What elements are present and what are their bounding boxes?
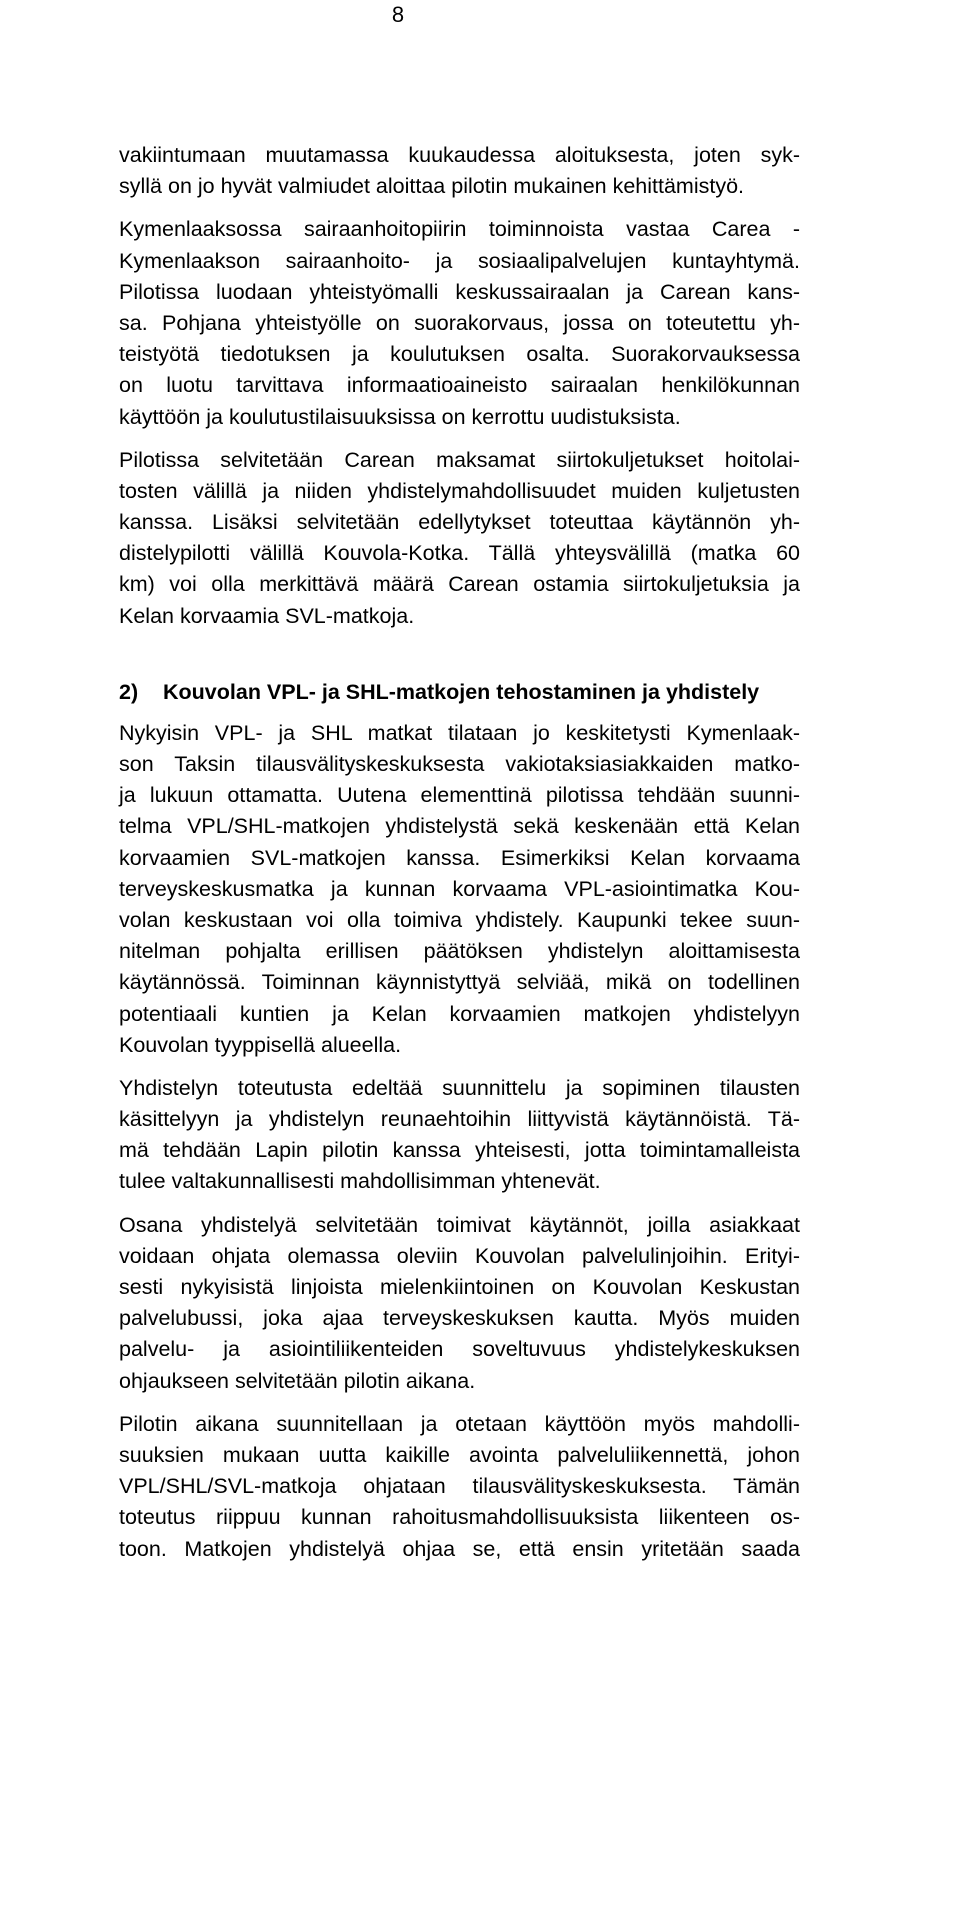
text-line: käytännössä. Toiminnan käynnistyttyä selviää, mikä on todellinen: [119, 970, 800, 995]
paragraph: [119, 445, 800, 632]
text-line: Kymenlaaksossa sairaanhoitopiirin toiminnoista vastaa Carea -: [119, 217, 800, 242]
paragraph: [119, 214, 800, 432]
paragraph: [119, 140, 800, 202]
text-line: tosten välillä ja niiden yhdistelymahdollisuudet muiden kuljetusten: [119, 478, 800, 503]
text-line: telma VPL/SHL-matkojen yhdistelystä sekä keskenään että Kelan: [119, 814, 800, 839]
paragraphs-top: [119, 140, 800, 632]
text-line: ja lukuun ottamatta. Uutena elementtinä pilotissa tehdään suunni-: [119, 783, 800, 808]
text-line: Kelan korvaamia SVL-matkoja.: [119, 603, 415, 628]
text-line: vakiintumaan muutamassa kuukaudessa aloituksesta, joten syk-: [119, 143, 800, 167]
text-line: Nykyisin VPL- ja SHL matkat tilataan jo keskitetysti Kymenlaak-: [119, 720, 800, 745]
page-number: 8: [391, 2, 405, 27]
text-line: on luotu tarvittava informaatioaineisto sairaalan henkilökunnan: [119, 373, 800, 398]
text-line: teistyötä tiedotuksen ja koulutuksen osalta. Suorakorvauksessa: [119, 342, 800, 367]
text-line: sesti nykyisistä linjoista mielenkiintoinen on Kouvolan Keskustan: [119, 1275, 800, 1299]
text-line: käyttöön ja koulutustilaisuuksissa on kerrottu uudistuksista.: [119, 404, 681, 429]
text-line: Osana yhdistelyä selvitetään toimivat käytännöt, joilla asiakkaat: [119, 1212, 800, 1237]
text-line: Kymenlaakson sairaanhoito- ja sosiaalipalvelujen kuntayhtymä.: [119, 248, 800, 273]
text-line: nitelman pohjalta erillisen päätöksen yhdistelyn aloittamisesta: [119, 939, 800, 964]
text-line: käsittelyyn ja yhdistelyn reunaehtoihin liittyvistä käytännöistä. Tä-: [119, 1107, 800, 1132]
text-line: distelypilotti välillä Kouvola-Kotka. Tällä yhteysvälillä (matka 60: [119, 541, 800, 566]
text-line: ohjaukseen selvitetään pilotin aikana.: [119, 1368, 476, 1393]
text-line: palvelubussi, joka ajaa terveyskeskuksen kautta. Myös muiden: [119, 1306, 800, 1331]
text-line: km) voi olla merkittävä määrä Carean ostamia siirtokuljetuksia ja: [119, 572, 800, 597]
text-line: Pilotin aikana suunnitellaan ja otetaan käyttöön myös mahdolli-: [119, 1411, 800, 1436]
text-line: son Taksin tilausvälityskeskuksesta vakiotaksiasiakkaiden matko-: [119, 752, 800, 776]
text-line: volan keskustaan voi olla toimiva yhdistely. Kaupunki tekee suun-: [119, 907, 800, 932]
paragraph: [119, 718, 800, 1061]
text-line: mä tehdään Lapin pilotin kanssa yhteisesti, jotta toimintamalleista: [119, 1138, 800, 1163]
text-line: toon. Matkojen yhdistelyä ohjaa se, että ensin yritetään saada: [119, 1536, 800, 1561]
paragraph: [119, 1409, 800, 1565]
text-line: sa. Pohjana yhteistyölle on suorakorvaus, jossa on toteutettu yh-: [119, 310, 800, 335]
text-line: Yhdistelyn toteutusta edeltää suunnittelu ja sopiminen tilausten: [119, 1075, 800, 1100]
paragraph: [119, 1073, 800, 1198]
paragraphs-bottom: [119, 718, 800, 1565]
text-line: terveyskeskusmatka ja kunnan korvaama VPL-asiointimatka Kou-: [119, 876, 800, 901]
text-line: Pilotissa luodaan yhteistyömalli keskussairaalan ja Carean kans-: [119, 279, 800, 304]
document-body: [119, 140, 800, 1577]
text-line: syllä on jo hyvät valmiudet aloittaa pilotin mukainen kehittämistyö.: [119, 174, 745, 199]
section-number: 2): [119, 679, 139, 704]
paragraph: [119, 1210, 800, 1397]
text-line: tulee valtakunnallisesti mahdollisimman yhtenevät.: [119, 1169, 601, 1194]
text-line: Kouvolan tyyppisellä alueella.: [119, 1032, 402, 1057]
text-line: kanssa. Lisäksi selvitetään edellytykset toteuttaa käytännön yh-: [119, 510, 800, 535]
text-line: korvaamien SVL-matkojen kanssa. Esimerkiksi Kelan korvaama: [119, 845, 800, 870]
text-line: Pilotissa selvitetään Carean maksamat siirtokuljetukset hoitolai-: [119, 447, 800, 472]
text-line: toteutus riippuu kunnan rahoitusmahdollisuuksista liikenteen os-: [119, 1505, 800, 1530]
text-line: palvelu- ja asiointiliikenteiden soveltuvuus yhdistelykeskuksen: [119, 1337, 800, 1362]
text-line: suuksien mukaan uutta kaikille avointa palveluliikennettä, johon: [119, 1442, 800, 1467]
section-heading: [119, 677, 800, 708]
text-line: voidaan ohjata olemassa oleviin Kouvolan palvelulinjoihin. Erityi-: [119, 1243, 800, 1268]
text-line: potentiaali kuntien ja Kelan korvaamien matkojen yhdistelyyn: [119, 1001, 800, 1026]
text-line: VPL/SHL/SVL-matkoja ohjataan tilausvälityskeskuksesta. Tämän: [119, 1474, 800, 1499]
section-title: Kouvolan VPL- ja SHL-matkojen tehostaminen ja yhdistely: [163, 679, 760, 704]
